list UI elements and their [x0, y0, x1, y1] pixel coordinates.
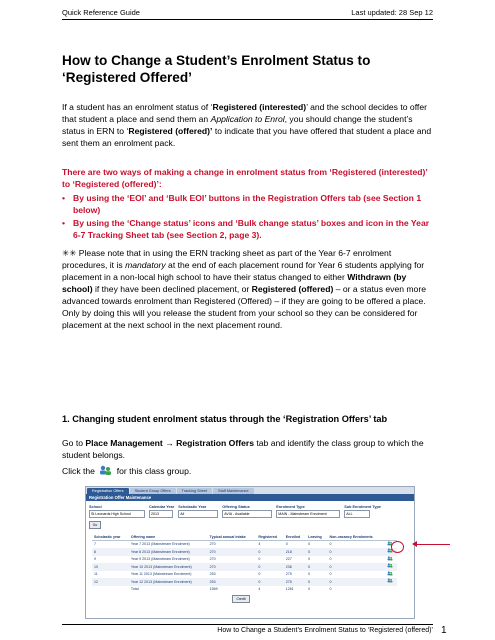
- table-cell: 10: [92, 563, 129, 571]
- way-item: • By using the ‘EOI’ and ‘Bulk EOI’ buttons in the Registration Offers tab (see Section 1 below): [62, 192, 437, 216]
- goto-paragraph: Go to Place Management → Registration Offers tab and identify the class group to which the student belongs.: [62, 438, 424, 460]
- table-cell: Year 9 2013 (Mainstream Enrolment): [130, 557, 190, 561]
- table-cell: 0: [329, 572, 332, 576]
- column-header: Leaving: [306, 535, 327, 540]
- table-cell: 0: [308, 542, 311, 546]
- table-cell: Year 7 2013 (Mainstream Enrolment): [130, 542, 190, 546]
- table-cell: 0: [256, 548, 283, 556]
- callout-arrow: [414, 544, 450, 545]
- eoi-row-icon[interactable]: [385, 578, 397, 586]
- eoi-row-icon[interactable]: [385, 563, 397, 571]
- table-cell: 0: [306, 578, 327, 586]
- table-cell: 9: [94, 557, 96, 561]
- table-cell: 0: [329, 542, 332, 546]
- click-paragraph: Click the for this class group.: [62, 466, 192, 476]
- total-row: [92, 586, 397, 593]
- table-row: [92, 571, 397, 579]
- filter-bar: [89, 505, 411, 518]
- table-cell: 0: [306, 548, 327, 556]
- highlight-circle: [391, 541, 404, 553]
- footer-text: How to Change a Student’s Enrolment Status to ‘Registered (offered)’: [217, 627, 433, 634]
- filter-label: Scholastic Year: [178, 505, 207, 509]
- eoi-row-icon[interactable]: [385, 556, 397, 564]
- stars-icon: ✳✳: [62, 248, 77, 258]
- section-1-heading: 1. Changing student enrolment status through the ‘Registration Offers’ tab: [62, 414, 388, 424]
- intro-paragraph: If a student has an enrolment status of ‘Registered (interested)’ and the school decides to offer that student a place and send them an Application to Enrol, you should change the student’s status in ERN to ‘Registered (offered)’ to indicate that you have offered that student a place and sent them an enrolment pack.: [62, 102, 432, 148]
- total-cell: [92, 586, 129, 593]
- table-cell: 270: [209, 557, 216, 561]
- eoi-icon: [99, 465, 112, 476]
- column-header: Typical annual intake: [208, 535, 257, 540]
- page-header: [62, 8, 433, 20]
- filter-label: Enrolment Type: [276, 505, 305, 509]
- table-cell: 253: [208, 578, 257, 586]
- ways-list: [62, 192, 437, 242]
- table-cell: 0: [308, 572, 311, 576]
- total-cell: 4: [258, 586, 261, 591]
- table-cell: 8: [92, 548, 129, 556]
- tab-registration-offers[interactable]: Registration Offers: [87, 488, 129, 494]
- total-cell: 1261: [285, 586, 294, 591]
- table-cell: 236: [284, 563, 306, 571]
- table-cell: 12: [92, 578, 129, 586]
- table-cell: 0: [285, 542, 288, 546]
- table-cell: 0: [328, 578, 385, 586]
- table-cell: 270: [208, 548, 257, 556]
- ways-intro: There are two ways of making a change in enrolment status from ‘Registered (interested)’ to ‘Registered (offered)’:: [62, 167, 428, 189]
- total-cell: Total: [130, 586, 139, 591]
- table-cell: 0: [329, 557, 332, 561]
- table-cell: 0: [256, 578, 283, 586]
- eoi-row-icon[interactable]: [385, 571, 397, 579]
- scholastic-year-select[interactable]: All: [178, 510, 218, 518]
- enrolment-type-select[interactable]: MAIN - Mainstream Enrolment: [276, 510, 340, 518]
- table-cell: 270: [208, 563, 257, 571]
- tab-student-group-offers[interactable]: Student Group Offers: [130, 488, 176, 494]
- table-cell: 0: [258, 557, 261, 561]
- column-header: Enrolled: [284, 535, 306, 540]
- header-left: Quick Reference Guide: [62, 8, 140, 17]
- table-cell: Year 12 2013 (Mainstream Enrolment): [129, 578, 208, 586]
- total-cell: 0: [308, 586, 311, 591]
- credit-button[interactable]: Credit: [232, 595, 250, 603]
- offerings-table: [92, 535, 397, 592]
- note-paragraph: ✳✳ Please note that in using the ERN tracking sheet as part of the Year 6-7 enrolment procedures, it is mandatory at the end of each placement round for Year 6 students applying for placement in a non-local high school to have their status changed to either Withdrawn (by school) if they have been declined placement, or Registered (offered) – or a status even more advanced towards enrolment than Registered (Offered) – if they are going to be offered a place. Only by doing this will you release the student from your school so they can be considered for placement at the next school in the next placement round.: [62, 248, 426, 330]
- table-row: [92, 578, 397, 586]
- page-number: 1: [441, 625, 447, 636]
- go-button[interactable]: Go: [89, 521, 101, 529]
- school-select[interactable]: St Leonards High School: [89, 510, 145, 518]
- table-cell: 0: [328, 563, 385, 571]
- header-right: Last updated: 28 Sep 12: [351, 8, 433, 17]
- table-cell: 227: [285, 557, 292, 561]
- sub-enrolment-type-select[interactable]: ALL: [344, 510, 370, 518]
- table-row: [92, 556, 397, 564]
- table-row: [92, 540, 397, 548]
- page-title: How to Change a Student’s Enrolment Status to ‘Registered Offered’: [62, 53, 371, 85]
- total-cell: 0: [329, 586, 332, 591]
- column-header: Scholastic year: [92, 535, 129, 540]
- total-cell: 1569: [209, 586, 218, 591]
- table-cell: 270: [209, 542, 216, 546]
- table-row: [92, 563, 397, 571]
- filter-label: Offering Status: [222, 505, 250, 509]
- registration-offers-screenshot: [85, 486, 415, 619]
- column-header: Registered: [256, 535, 283, 540]
- table-cell: 4: [258, 542, 261, 546]
- tab-tracking-sheet[interactable]: Tracking Sheet: [177, 488, 212, 494]
- table-cell: 275: [284, 578, 306, 586]
- filter-label: Calendar Year: [149, 505, 175, 509]
- panel-title: Registration Offer Maintenance: [86, 494, 414, 501]
- table-cell: Year 11 2013 (Mainstream Enrolment): [130, 572, 192, 576]
- tab-staff-maintenance[interactable]: Staff Maintenance: [213, 488, 254, 494]
- column-header: Non-vacancy Enrolments: [328, 535, 385, 540]
- calendar-year-select[interactable]: 2013: [149, 510, 173, 518]
- page-footer: [62, 624, 433, 634]
- table-row: [92, 548, 397, 556]
- tab-bar: [86, 487, 414, 494]
- column-header: Offering name: [129, 535, 208, 540]
- table-cell: Year 8 2013 (Mainstream Enrolment): [129, 548, 208, 556]
- filter-label: Sub Enrolment Type: [344, 505, 381, 509]
- table-cell: 0: [308, 557, 311, 561]
- table-cell: Year 10 2013 (Mainstream Enrolment): [129, 563, 208, 571]
- table-cell: 218: [284, 548, 306, 556]
- table-cell: 275: [285, 572, 292, 576]
- table-cell: 0: [306, 563, 327, 571]
- table-cell: 7: [94, 542, 96, 546]
- filter-label: School: [89, 505, 102, 509]
- table-cell: 0: [258, 572, 261, 576]
- table-cell: 11: [94, 572, 98, 576]
- way-item: • By using the ‘Change status’ icons and ‘Bulk change status’ boxes and icon in the Year 6-7 Tracking Sheet tab (see Section 2, page 3).: [62, 217, 437, 241]
- callout-arrowhead: [412, 541, 417, 547]
- offering-status-select[interactable]: AVIA - Available: [222, 510, 272, 518]
- table-cell: 253: [209, 572, 216, 576]
- table-cell: 0: [328, 548, 385, 556]
- table-cell: 0: [256, 563, 283, 571]
